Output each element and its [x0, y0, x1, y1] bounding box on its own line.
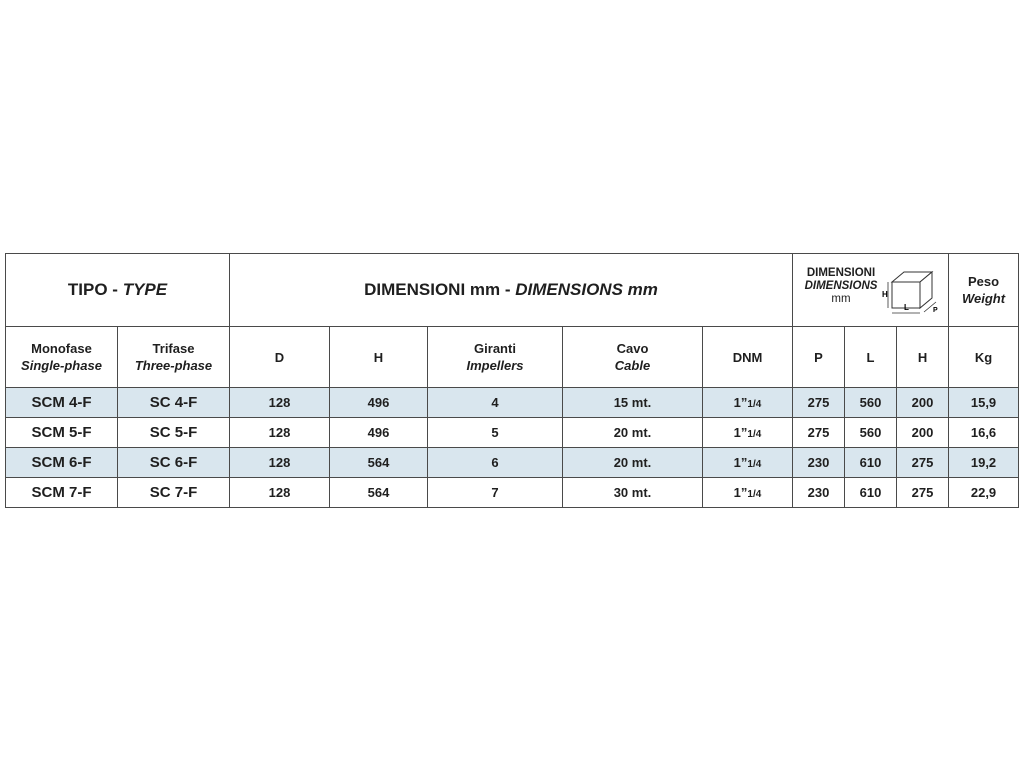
p-value: 275	[793, 418, 845, 448]
box-dimensions-icon	[878, 264, 948, 324]
cable-value: 30 mt.	[563, 478, 703, 508]
cable-en: Cable	[614, 358, 651, 373]
h-value: 496	[330, 388, 428, 418]
d-value: 128	[230, 388, 330, 418]
spec-table	[5, 253, 1019, 508]
dnm-value	[703, 448, 793, 478]
dimensions-header	[230, 254, 793, 327]
dnm-main: 1”	[733, 425, 748, 440]
weight-header	[949, 254, 1019, 327]
single-phase-model: SCM 4-F	[6, 388, 118, 418]
dnm-main: 1”	[733, 455, 748, 470]
p-value: 230	[793, 448, 845, 478]
dnm-fraction: 1/4	[747, 429, 762, 440]
type-header-it: TIPO -	[67, 280, 123, 299]
h-header: H	[330, 327, 428, 388]
package-header-it: DIMENSIONI	[806, 267, 876, 279]
package-dimensions-header	[793, 254, 949, 327]
d-value: 128	[230, 478, 330, 508]
l-value: 610	[845, 478, 897, 508]
impellers-header	[428, 327, 563, 388]
cable-value: 20 mt.	[563, 448, 703, 478]
three-phase-header	[118, 327, 230, 388]
cable-header	[563, 327, 703, 388]
dimensions-header-it: DIMENSIONI mm -	[364, 280, 516, 299]
weight-value: 16,6	[949, 418, 1019, 448]
three-phase-model: SC 7-F	[118, 478, 230, 508]
box-icon-h-label: H	[882, 290, 888, 299]
l-header: L	[845, 327, 897, 388]
weight-value: 15,9	[949, 388, 1019, 418]
h-value: 564	[330, 478, 428, 508]
dnm-main: 1”	[733, 485, 748, 500]
dnm-value	[703, 418, 793, 448]
three-phase-model: SC 4-F	[118, 388, 230, 418]
table-header-row	[6, 254, 1019, 327]
table-subheader-row	[6, 327, 1019, 388]
three-phase-model: SC 6-F	[118, 448, 230, 478]
d-value: 128	[230, 448, 330, 478]
impellers-value: 5	[428, 418, 563, 448]
package-h-value: 275	[897, 478, 949, 508]
box-icon-p-label: P	[933, 307, 938, 314]
single-phase-it: Monofase	[31, 341, 92, 356]
impellers-value: 7	[428, 478, 563, 508]
dnm-fraction: 1/4	[747, 399, 762, 410]
package-h-header: H	[897, 327, 949, 388]
dnm-main: 1”	[733, 395, 748, 410]
type-header	[6, 254, 230, 327]
package-h-value: 275	[897, 448, 949, 478]
table-row	[6, 388, 1019, 418]
cable-it: Cavo	[616, 341, 649, 356]
impellers-value: 4	[428, 388, 563, 418]
p-value: 275	[793, 388, 845, 418]
package-h-value: 200	[897, 418, 949, 448]
three-phase-en: Three-phase	[134, 358, 213, 373]
impellers-it: Giranti	[474, 341, 516, 356]
type-header-en: TYPE	[122, 280, 168, 299]
cable-value: 15 mt.	[563, 388, 703, 418]
impellers-value: 6	[428, 448, 563, 478]
weight-header-en: Weight	[961, 291, 1006, 306]
three-phase-model: SC 5-F	[118, 418, 230, 448]
d-header: D	[230, 327, 330, 388]
dnm-header: DNM	[703, 327, 793, 388]
dnm-fraction: 1/4	[747, 459, 762, 470]
l-value: 560	[845, 418, 897, 448]
weight-header-it: Peso	[967, 274, 1000, 289]
single-phase-header	[6, 327, 118, 388]
d-value: 128	[230, 418, 330, 448]
three-phase-it: Trifase	[152, 341, 195, 356]
table-row	[6, 418, 1019, 448]
dnm-fraction: 1/4	[747, 489, 762, 500]
weight-value: 22,9	[949, 478, 1019, 508]
cable-value: 20 mt.	[563, 418, 703, 448]
package-header-unit: mm	[831, 293, 851, 305]
single-phase-model: SCM 7-F	[6, 478, 118, 508]
package-h-value: 200	[897, 388, 949, 418]
h-value: 564	[330, 448, 428, 478]
single-phase-en: Single-phase	[21, 358, 102, 373]
box-icon-l-label: L	[904, 303, 909, 312]
package-header-en: DIMENSIONS	[804, 280, 878, 292]
l-value: 560	[845, 388, 897, 418]
l-value: 610	[845, 448, 897, 478]
table-row	[6, 448, 1019, 478]
table-row	[6, 478, 1019, 508]
dimensions-header-en: DIMENSIONS mm	[515, 280, 658, 299]
dnm-value	[703, 388, 793, 418]
weight-value: 19,2	[949, 448, 1019, 478]
single-phase-model: SCM 5-F	[6, 418, 118, 448]
dnm-value	[703, 478, 793, 508]
single-phase-model: SCM 6-F	[6, 448, 118, 478]
p-value: 230	[793, 478, 845, 508]
impellers-en: Impellers	[466, 358, 524, 373]
p-header: P	[793, 327, 845, 388]
h-value: 496	[330, 418, 428, 448]
kg-header: Kg	[949, 327, 1019, 388]
